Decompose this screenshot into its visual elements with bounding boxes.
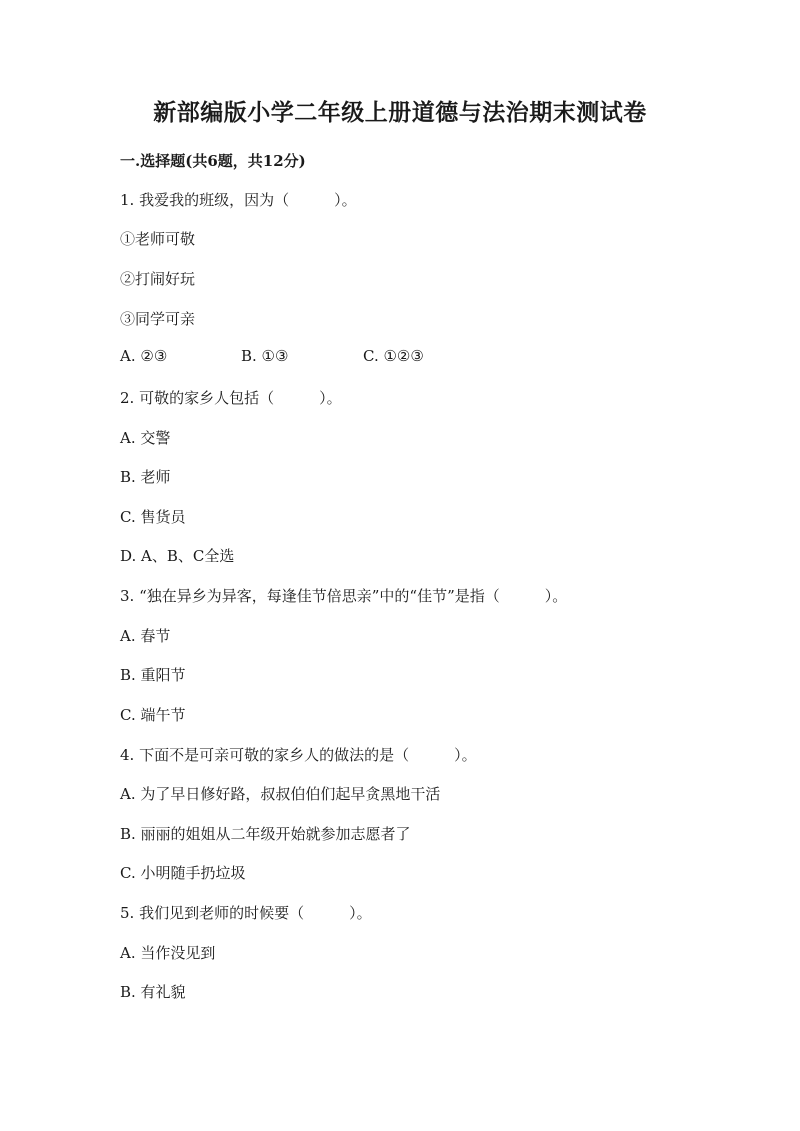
question-4-option-c: C. 小明随手扔垃圾 (120, 864, 246, 882)
question-2-option-b: B. 老师 (120, 468, 171, 486)
question-5-option-a: A. 当作没见到 (120, 944, 216, 962)
question-3-option-b: B. 重阳节 (120, 666, 186, 684)
question-1-option-a: A. ②③ (120, 347, 168, 365)
question-2-option-a: A. 交警 (120, 429, 171, 447)
question-1-option-b: B. ①③ (241, 347, 289, 365)
question-1-stem: 1. 我爱我的班级，因为（ ）。 (120, 191, 357, 209)
question-4-option-b: B. 丽丽的姐姐从二年级开始就参加志愿者了 (120, 825, 411, 843)
question-1-item: ③同学可亲 (120, 310, 196, 328)
question-1-option-c: C. ①②③ (363, 347, 424, 365)
question-4-stem: 4. 下面不是可亲可敬的家乡人的做法的是（ ）。 (120, 746, 477, 764)
question-1-item: ②打闹好玩 (120, 270, 196, 288)
question-3-option-a: A. 春节 (120, 627, 171, 645)
question-3-option-c: C. 端午节 (120, 706, 186, 724)
question-2-option-d: D. A、B、C全选 (120, 547, 235, 565)
question-5-option-b: B. 有礼貌 (120, 983, 186, 1001)
section-heading: 一.选择题(共6题，共12分) (120, 152, 306, 170)
question-2-option-c: C. 售货员 (120, 508, 186, 526)
question-3-stem: 3. “独在异乡为异客，每逢佳节倍思亲”中的“佳节”是指（ ）。 (120, 587, 568, 605)
page-title: 新部编版小学二年级上册道德与法治期末测试卷 (153, 99, 647, 126)
question-4-option-a: A. 为了早日修好路，叔叔伯伯们起早贪黑地干活 (120, 785, 441, 803)
question-5-stem: 5. 我们见到老师的时候要（ ）。 (120, 904, 372, 922)
question-2-stem: 2. 可敬的家乡人包括（ ）。 (120, 389, 342, 407)
question-1-item: ①老师可敬 (120, 230, 196, 248)
